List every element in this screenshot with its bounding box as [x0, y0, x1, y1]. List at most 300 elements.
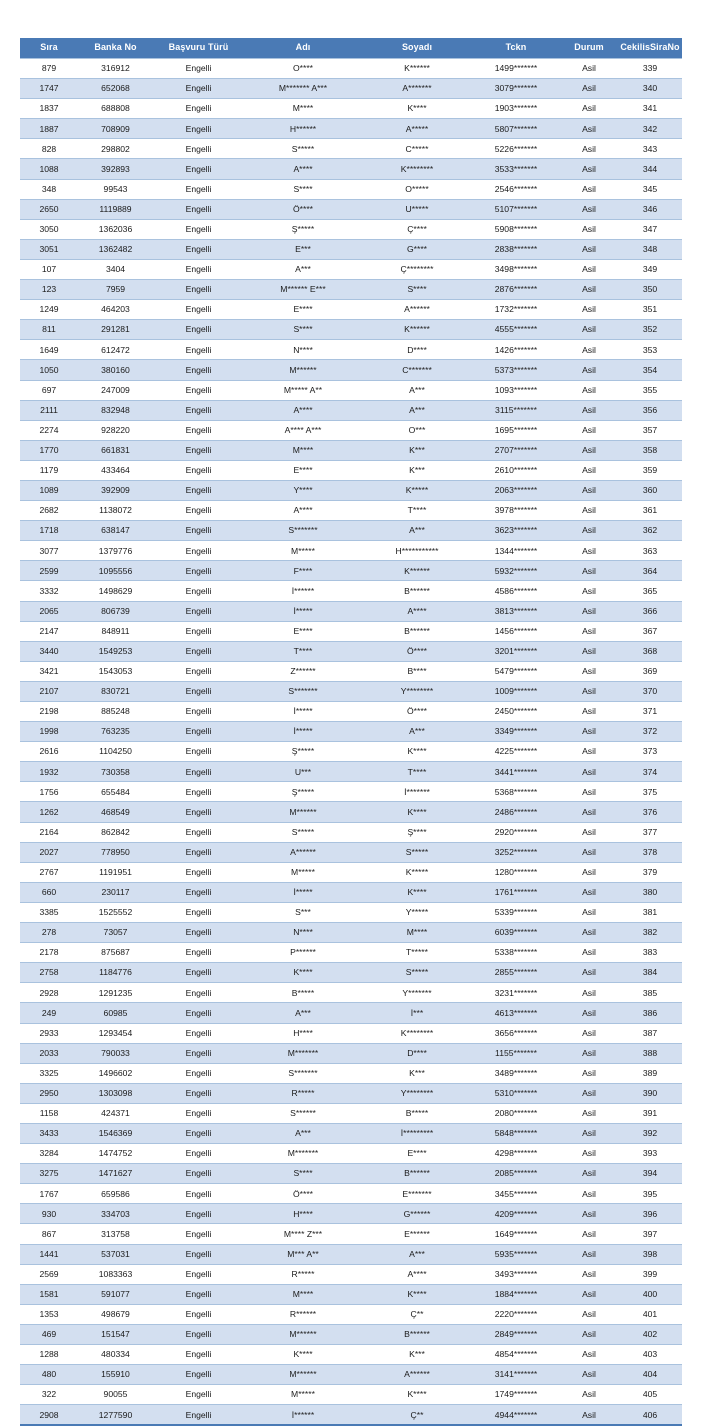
cell-banka-no: 832948 — [78, 400, 153, 420]
table-row[interactable] — [20, 480, 682, 500]
cell-durum: Asil — [560, 280, 618, 300]
cell-cekilis-sira-no: 399 — [618, 1264, 682, 1284]
table-row[interactable] — [20, 1103, 682, 1123]
cell-sira: 2111 — [20, 400, 78, 420]
cell-banka-no: 1119889 — [78, 199, 153, 219]
table-row[interactable] — [20, 280, 682, 300]
table-row[interactable] — [20, 259, 682, 279]
cell-sira: 3275 — [20, 1164, 78, 1184]
cell-adi: E**** — [244, 460, 362, 480]
cell-banka-no: 708909 — [78, 119, 153, 139]
table-row[interactable] — [20, 139, 682, 159]
cell-sira: 2198 — [20, 702, 78, 722]
cell-basvuru-turu: Engelli — [153, 280, 244, 300]
cell-adi: M****** — [244, 802, 362, 822]
cell-sira: 697 — [20, 380, 78, 400]
cell-durum: Asil — [560, 179, 618, 199]
cell-durum: Asil — [560, 460, 618, 480]
column-header-cekilis-sira-no[interactable]: CekilisSiraNo — [618, 38, 682, 59]
cell-banka-no: 1293454 — [78, 1023, 153, 1043]
column-header-basvuru-turu[interactable]: Başvuru Türü — [153, 38, 244, 59]
table-row[interactable] — [20, 862, 682, 882]
cell-basvuru-turu: Engelli — [153, 99, 244, 119]
table-row[interactable] — [20, 119, 682, 139]
cell-durum: Asil — [560, 239, 618, 259]
cell-banka-no: 1549253 — [78, 641, 153, 661]
cell-soyadi: S***** — [362, 963, 472, 983]
table-row[interactable] — [20, 1385, 682, 1405]
cell-tckn: 2063******* — [472, 480, 560, 500]
table-row[interactable] — [20, 420, 682, 440]
table-row[interactable] — [20, 601, 682, 621]
cell-adi: M****** — [244, 1324, 362, 1344]
cell-adi: Z****** — [244, 661, 362, 681]
cell-durum: Asil — [560, 1304, 618, 1324]
table-row[interactable] — [20, 1164, 682, 1184]
cell-cekilis-sira-no: 350 — [618, 280, 682, 300]
cell-adi: N**** — [244, 340, 362, 360]
cell-soyadi: K**** — [362, 802, 472, 822]
cell-sira: 930 — [20, 1204, 78, 1224]
table-row[interactable] — [20, 1184, 682, 1204]
cell-banka-no: 1191951 — [78, 862, 153, 882]
cell-cekilis-sira-no: 375 — [618, 782, 682, 802]
table-row[interactable] — [20, 1244, 682, 1264]
cell-sira: 1158 — [20, 1103, 78, 1123]
cell-banka-no: 1303098 — [78, 1083, 153, 1103]
cell-banka-no: 655484 — [78, 782, 153, 802]
cell-cekilis-sira-no: 346 — [618, 199, 682, 219]
table-row[interactable] — [20, 1083, 682, 1103]
cell-cekilis-sira-no: 372 — [618, 722, 682, 742]
cell-tckn: 3141******* — [472, 1365, 560, 1385]
cell-adi: İ***** — [244, 722, 362, 742]
cell-tckn: 4555******* — [472, 320, 560, 340]
cell-tckn: 3441******* — [472, 762, 560, 782]
cell-soyadi: O*** — [362, 420, 472, 440]
table-row[interactable] — [20, 1324, 682, 1344]
table-row[interactable] — [20, 581, 682, 601]
cell-adi: R***** — [244, 1083, 362, 1103]
cell-basvuru-turu: Engelli — [153, 259, 244, 279]
cell-sira: 1932 — [20, 762, 78, 782]
cell-tckn: 2855******* — [472, 963, 560, 983]
cell-adi: Ş***** — [244, 219, 362, 239]
cell-cekilis-sira-no: 377 — [618, 822, 682, 842]
cell-sira: 1747 — [20, 79, 78, 99]
cell-soyadi: A****** — [362, 1365, 472, 1385]
table-row[interactable] — [20, 320, 682, 340]
table-row[interactable] — [20, 1204, 682, 1224]
cell-soyadi: İ******* — [362, 782, 472, 802]
column-header-sira[interactable]: Sıra — [20, 38, 78, 59]
cell-basvuru-turu: Engelli — [153, 1103, 244, 1123]
cell-basvuru-turu: Engelli — [153, 1003, 244, 1023]
table-row[interactable] — [20, 1023, 682, 1043]
cell-adi: İ***** — [244, 702, 362, 722]
cell-soyadi: B****** — [362, 1324, 472, 1344]
cell-cekilis-sira-no: 406 — [618, 1405, 682, 1426]
table-row[interactable] — [20, 1405, 682, 1426]
table-row[interactable] — [20, 742, 682, 762]
table-row[interactable] — [20, 1264, 682, 1284]
cell-tckn: 2838******* — [472, 239, 560, 259]
cell-soyadi: K**** — [362, 1284, 472, 1304]
cell-banka-no: 298802 — [78, 139, 153, 159]
header-row — [20, 38, 682, 59]
cell-cekilis-sira-no: 390 — [618, 1083, 682, 1103]
table-row[interactable] — [20, 400, 682, 420]
cell-tckn: 1695******* — [472, 420, 560, 440]
cell-sira: 3284 — [20, 1144, 78, 1164]
cell-basvuru-turu: Engelli — [153, 480, 244, 500]
cell-basvuru-turu: Engelli — [153, 1043, 244, 1063]
cell-cekilis-sira-no: 387 — [618, 1023, 682, 1043]
cell-soyadi: K****** — [362, 59, 472, 79]
cell-soyadi: K*** — [362, 440, 472, 460]
cell-soyadi: K*** — [362, 1063, 472, 1083]
cell-cekilis-sira-no: 374 — [618, 762, 682, 782]
table-row[interactable] — [20, 943, 682, 963]
cell-durum: Asil — [560, 440, 618, 460]
cell-sira: 1262 — [20, 802, 78, 822]
cell-soyadi: Ş**** — [362, 822, 472, 842]
cell-tckn: 4944******* — [472, 1405, 560, 1426]
cell-soyadi: B***** — [362, 1103, 472, 1123]
cell-adi: S**** — [244, 179, 362, 199]
cell-basvuru-turu: Engelli — [153, 159, 244, 179]
cell-banka-no: 612472 — [78, 340, 153, 360]
cell-sira: 3077 — [20, 541, 78, 561]
table-row[interactable] — [20, 1003, 682, 1023]
cell-soyadi: Ö**** — [362, 641, 472, 661]
table-row[interactable] — [20, 239, 682, 259]
table-row[interactable] — [20, 219, 682, 239]
cell-cekilis-sira-no: 344 — [618, 159, 682, 179]
table-row[interactable] — [20, 621, 682, 641]
cell-sira: 1353 — [20, 1304, 78, 1324]
cell-basvuru-turu: Engelli — [153, 802, 244, 822]
cell-basvuru-turu: Engelli — [153, 822, 244, 842]
cell-adi: Y**** — [244, 480, 362, 500]
cell-banka-no: 1525552 — [78, 902, 153, 922]
cell-basvuru-turu: Engelli — [153, 1405, 244, 1426]
table-row[interactable] — [20, 380, 682, 400]
column-header-tckn[interactable]: Tckn — [472, 38, 560, 59]
table-row[interactable] — [20, 159, 682, 179]
table-row[interactable] — [20, 59, 682, 79]
cell-banka-no: 862842 — [78, 822, 153, 842]
cell-basvuru-turu: Engelli — [153, 219, 244, 239]
cell-tckn: 5368******* — [472, 782, 560, 802]
table-row[interactable] — [20, 923, 682, 943]
cell-cekilis-sira-no: 345 — [618, 179, 682, 199]
cell-basvuru-turu: Engelli — [153, 1184, 244, 1204]
cell-tckn: 4298******* — [472, 1144, 560, 1164]
table-row[interactable] — [20, 300, 682, 320]
table-row[interactable] — [20, 440, 682, 460]
cell-basvuru-turu: Engelli — [153, 541, 244, 561]
table-row[interactable] — [20, 1144, 682, 1164]
cell-adi: S***** — [244, 822, 362, 842]
cell-sira: 2065 — [20, 601, 78, 621]
column-header-adi[interactable]: Adı — [244, 38, 362, 59]
cell-soyadi: İ*** — [362, 1003, 472, 1023]
cell-durum: Asil — [560, 661, 618, 681]
cell-durum: Asil — [560, 762, 618, 782]
cell-sira: 1998 — [20, 722, 78, 742]
cell-cekilis-sira-no: 382 — [618, 923, 682, 943]
cell-basvuru-turu: Engelli — [153, 59, 244, 79]
cell-banka-no: 1291235 — [78, 983, 153, 1003]
cell-adi: M***** A** — [244, 380, 362, 400]
cell-cekilis-sira-no: 393 — [618, 1144, 682, 1164]
cell-sira: 1179 — [20, 460, 78, 480]
cell-basvuru-turu: Engelli — [153, 581, 244, 601]
cell-banka-no: 464203 — [78, 300, 153, 320]
cell-soyadi: D**** — [362, 340, 472, 360]
table-row[interactable] — [20, 1304, 682, 1324]
cell-soyadi: S***** — [362, 842, 472, 862]
table-row[interactable] — [20, 661, 682, 681]
cell-soyadi: K******** — [362, 1023, 472, 1043]
cell-adi: M*** A** — [244, 1244, 362, 1264]
cell-durum: Asil — [560, 1405, 618, 1426]
cell-cekilis-sira-no: 402 — [618, 1324, 682, 1344]
table-row[interactable] — [20, 681, 682, 701]
cell-soyadi: İ********* — [362, 1123, 472, 1143]
cell-cekilis-sira-no: 398 — [618, 1244, 682, 1264]
cell-cekilis-sira-no: 349 — [618, 259, 682, 279]
cell-cekilis-sira-no: 342 — [618, 119, 682, 139]
cell-durum: Asil — [560, 1284, 618, 1304]
cell-durum: Asil — [560, 1063, 618, 1083]
cell-soyadi: B****** — [362, 621, 472, 641]
table-row[interactable] — [20, 702, 682, 722]
cell-tckn: 5373******* — [472, 360, 560, 380]
cell-cekilis-sira-no: 358 — [618, 440, 682, 460]
cell-banka-no: 875687 — [78, 943, 153, 963]
cell-basvuru-turu: Engelli — [153, 722, 244, 742]
table-row[interactable] — [20, 99, 682, 119]
cell-basvuru-turu: Engelli — [153, 1284, 244, 1304]
cell-basvuru-turu: Engelli — [153, 179, 244, 199]
cell-sira: 348 — [20, 179, 78, 199]
column-header-soyadi[interactable]: Soyadı — [362, 38, 472, 59]
cell-adi: A*** — [244, 1123, 362, 1143]
cell-basvuru-turu: Engelli — [153, 963, 244, 983]
cell-soyadi: B**** — [362, 661, 472, 681]
table-row[interactable] — [20, 521, 682, 541]
cell-adi: U*** — [244, 762, 362, 782]
cell-banka-no: 1546369 — [78, 1123, 153, 1143]
table-row[interactable] — [20, 541, 682, 561]
cell-tckn: 3489******* — [472, 1063, 560, 1083]
table-row[interactable] — [20, 360, 682, 380]
cell-tckn: 3533******* — [472, 159, 560, 179]
cell-soyadi: Y******* — [362, 983, 472, 1003]
cell-sira: 3421 — [20, 661, 78, 681]
table-row[interactable] — [20, 179, 682, 199]
cell-durum: Asil — [560, 862, 618, 882]
cell-banka-no: 1496602 — [78, 1063, 153, 1083]
table-row[interactable] — [20, 1063, 682, 1083]
table-row[interactable] — [20, 722, 682, 742]
table-row[interactable] — [20, 963, 682, 983]
column-header-durum[interactable]: Durum — [560, 38, 618, 59]
cell-sira: 1249 — [20, 300, 78, 320]
cell-durum: Asil — [560, 581, 618, 601]
cell-basvuru-turu: Engelli — [153, 561, 244, 581]
cell-durum: Asil — [560, 541, 618, 561]
cell-durum: Asil — [560, 601, 618, 621]
cell-cekilis-sira-no: 339 — [618, 59, 682, 79]
cell-tckn: 3079******* — [472, 79, 560, 99]
cell-tckn: 5107******* — [472, 199, 560, 219]
cell-soyadi: Ç**** — [362, 219, 472, 239]
cell-durum: Asil — [560, 1164, 618, 1184]
cell-banka-no: 291281 — [78, 320, 153, 340]
table-row[interactable] — [20, 802, 682, 822]
cell-banka-no: 1379776 — [78, 541, 153, 561]
cell-cekilis-sira-no: 371 — [618, 702, 682, 722]
cell-durum: Asil — [560, 561, 618, 581]
cell-banka-no: 392909 — [78, 480, 153, 500]
cell-banka-no: 661831 — [78, 440, 153, 460]
table-row[interactable] — [20, 782, 682, 802]
cell-cekilis-sira-no: 391 — [618, 1103, 682, 1123]
table-row[interactable] — [20, 79, 682, 99]
cell-basvuru-turu: Engelli — [153, 923, 244, 943]
cell-sira: 2569 — [20, 1264, 78, 1284]
cell-basvuru-turu: Engelli — [153, 1244, 244, 1264]
cell-durum: Asil — [560, 360, 618, 380]
cell-cekilis-sira-no: 388 — [618, 1043, 682, 1063]
cell-soyadi: K**** — [362, 742, 472, 762]
cell-durum: Asil — [560, 1365, 618, 1385]
cell-tckn: 1155******* — [472, 1043, 560, 1063]
cell-basvuru-turu: Engelli — [153, 420, 244, 440]
table-row[interactable] — [20, 460, 682, 480]
table-body — [20, 59, 682, 1426]
cell-cekilis-sira-no: 340 — [618, 79, 682, 99]
table-row[interactable] — [20, 641, 682, 661]
cell-soyadi: A**** — [362, 1264, 472, 1284]
cell-soyadi: K**** — [362, 99, 472, 119]
cell-adi: R****** — [244, 1304, 362, 1324]
cell-cekilis-sira-no: 379 — [618, 862, 682, 882]
cell-banka-no: 73057 — [78, 923, 153, 943]
cell-soyadi: U***** — [362, 199, 472, 219]
table-row[interactable] — [20, 1365, 682, 1385]
cell-adi: M****** — [244, 360, 362, 380]
cell-tckn: 5932******* — [472, 561, 560, 581]
column-header-banka-no[interactable]: Banka No — [78, 38, 153, 59]
cell-durum: Asil — [560, 1003, 618, 1023]
cell-tckn: 1749******* — [472, 1385, 560, 1405]
cell-soyadi: E****** — [362, 1224, 472, 1244]
table-row[interactable] — [20, 501, 682, 521]
table-row[interactable] — [20, 1224, 682, 1244]
cell-durum: Asil — [560, 842, 618, 862]
cell-sira: 2178 — [20, 943, 78, 963]
cell-basvuru-turu: Engelli — [153, 621, 244, 641]
table-row[interactable] — [20, 882, 682, 902]
cell-adi: R***** — [244, 1264, 362, 1284]
table-row[interactable] — [20, 199, 682, 219]
cell-cekilis-sira-no: 341 — [618, 99, 682, 119]
table-row[interactable] — [20, 762, 682, 782]
cell-adi: M******* A*** — [244, 79, 362, 99]
cell-adi: S*** — [244, 902, 362, 922]
table-row[interactable] — [20, 1345, 682, 1365]
cell-adi: O**** — [244, 59, 362, 79]
cell-adi: H**** — [244, 1023, 362, 1043]
table-row[interactable] — [20, 842, 682, 862]
cell-adi: İ****** — [244, 581, 362, 601]
cell-basvuru-turu: Engelli — [153, 902, 244, 922]
cell-soyadi: T**** — [362, 501, 472, 521]
cell-banka-no: 313758 — [78, 1224, 153, 1244]
cell-sira: 1288 — [20, 1345, 78, 1365]
cell-banka-no: 1543053 — [78, 661, 153, 681]
cell-sira: 1649 — [20, 340, 78, 360]
cell-tckn: 3349******* — [472, 722, 560, 742]
table-row[interactable] — [20, 1043, 682, 1063]
cell-cekilis-sira-no: 397 — [618, 1224, 682, 1244]
cell-tckn: 1732******* — [472, 300, 560, 320]
cell-cekilis-sira-no: 347 — [618, 219, 682, 239]
cell-adi: M**** — [244, 99, 362, 119]
cell-basvuru-turu: Engelli — [153, 1345, 244, 1365]
cell-tckn: 5338******* — [472, 943, 560, 963]
cell-adi: M******* — [244, 1144, 362, 1164]
table-row[interactable] — [20, 1284, 682, 1304]
cell-cekilis-sira-no: 348 — [618, 239, 682, 259]
cell-durum: Asil — [560, 139, 618, 159]
table-row[interactable] — [20, 340, 682, 360]
cell-sira: 2616 — [20, 742, 78, 762]
cell-tckn: 3115******* — [472, 400, 560, 420]
table-row[interactable] — [20, 902, 682, 922]
cell-sira: 2933 — [20, 1023, 78, 1043]
table-row[interactable] — [20, 561, 682, 581]
cell-tckn: 1649******* — [472, 1224, 560, 1244]
cell-sira: 1718 — [20, 521, 78, 541]
cell-sira: 3332 — [20, 581, 78, 601]
cell-basvuru-turu: Engelli — [153, 320, 244, 340]
cell-soyadi: A*** — [362, 1244, 472, 1264]
cell-banka-no: 1184776 — [78, 963, 153, 983]
cell-adi: M***** — [244, 862, 362, 882]
cell-banka-no: 151547 — [78, 1324, 153, 1344]
table-row[interactable] — [20, 822, 682, 842]
cell-durum: Asil — [560, 1224, 618, 1244]
cell-adi: T**** — [244, 641, 362, 661]
cell-adi: S***** — [244, 139, 362, 159]
cell-adi: K**** — [244, 1345, 362, 1365]
cell-banka-no: 885248 — [78, 702, 153, 722]
cell-sira: 1756 — [20, 782, 78, 802]
cell-banka-no: 334703 — [78, 1204, 153, 1224]
table-row[interactable] — [20, 1123, 682, 1143]
cell-basvuru-turu: Engelli — [153, 661, 244, 681]
cell-basvuru-turu: Engelli — [153, 681, 244, 701]
cell-banka-no: 1138072 — [78, 501, 153, 521]
cell-basvuru-turu: Engelli — [153, 239, 244, 259]
cell-basvuru-turu: Engelli — [153, 983, 244, 1003]
cell-sira: 1887 — [20, 119, 78, 139]
